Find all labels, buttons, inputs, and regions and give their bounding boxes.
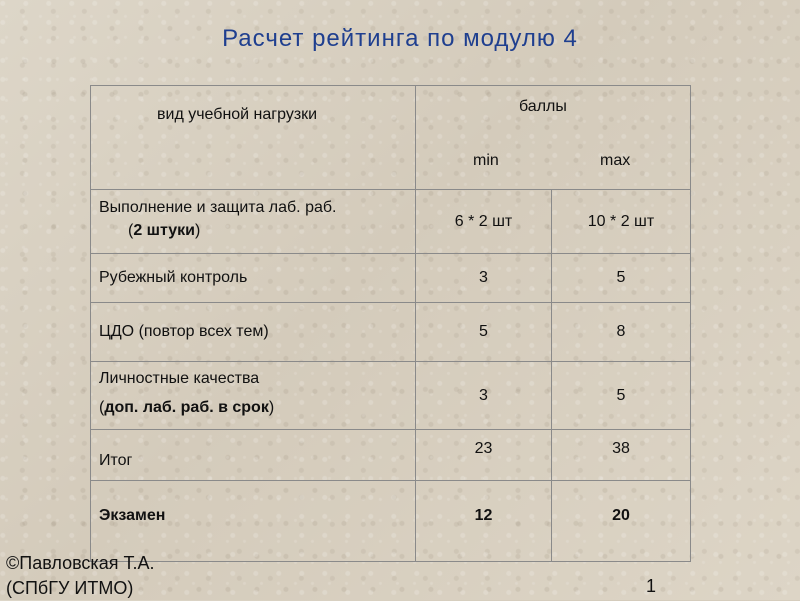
activity-type-header bbox=[91, 86, 416, 190]
personal-qualities-title: Личностные качества bbox=[99, 369, 260, 387]
cdo-min: 5 bbox=[416, 303, 552, 362]
author-credit bbox=[6, 551, 154, 601]
table-row-lab-work bbox=[91, 190, 691, 254]
exam-label: Экзамен bbox=[91, 481, 416, 562]
personal-qualities-max: 5 bbox=[552, 362, 691, 430]
boundary-control-max: 5 bbox=[552, 254, 691, 303]
lab-work-label bbox=[91, 190, 416, 254]
lab-work-count-bold: 2 штуки bbox=[133, 221, 195, 239]
boundary-control-label: Рубежный контроль bbox=[91, 254, 416, 303]
table-row-personal-qualities bbox=[91, 362, 691, 430]
personal-qualities-min: 3 bbox=[416, 362, 552, 430]
total-max: 38 bbox=[612, 440, 630, 457]
lab-work-count bbox=[99, 221, 415, 240]
lab-work-max: 10 * 2 шт bbox=[552, 190, 691, 254]
activity-type-header-text: вид учебной нагрузки bbox=[157, 106, 318, 123]
table-row-boundary-control bbox=[91, 254, 691, 303]
personal-qualities-note-suffix: ) bbox=[268, 398, 275, 416]
exam-max: 20 bbox=[552, 481, 691, 562]
lab-work-min: 6 * 2 шт bbox=[416, 190, 552, 254]
table-row-total bbox=[91, 430, 691, 481]
lab-work-title: Выполнение и защита лаб. раб. bbox=[99, 198, 337, 216]
total-max-cell bbox=[552, 430, 691, 481]
max-header: max bbox=[600, 152, 631, 169]
total-min: 23 bbox=[474, 440, 493, 457]
personal-qualities-label bbox=[91, 362, 416, 430]
boundary-control-min: 3 bbox=[416, 254, 552, 303]
personal-qualities-note bbox=[99, 398, 415, 417]
rating-table bbox=[90, 85, 691, 562]
cdo-max: 8 bbox=[552, 303, 691, 362]
personal-qualities-note-prefix: ( bbox=[99, 398, 105, 416]
min-header: min bbox=[473, 152, 499, 169]
table-row-cdo bbox=[91, 303, 691, 362]
cdo-label: ЦДО (повтор всех тем) bbox=[91, 303, 416, 362]
table-row-exam bbox=[91, 481, 691, 562]
slide-title: Расчет рейтинга по модулю 4 bbox=[222, 25, 578, 52]
page-number: 1 bbox=[645, 576, 656, 596]
author-affiliation: (СПбГУ ИТМО) bbox=[6, 578, 134, 598]
total-label-cell bbox=[91, 430, 416, 481]
table-header-row bbox=[91, 86, 691, 190]
points-header-text: баллы bbox=[519, 98, 567, 115]
total-min-cell bbox=[416, 430, 552, 481]
author-name: ©Павловская Т.А. bbox=[6, 553, 155, 573]
lab-work-count-prefix: ( bbox=[128, 221, 134, 239]
total-label: Итог bbox=[99, 452, 133, 469]
personal-qualities-note-bold: доп. лаб. раб. в срок bbox=[104, 398, 269, 416]
lab-work-count-suffix: ) bbox=[194, 221, 201, 239]
points-header bbox=[416, 86, 691, 190]
exam-min: 12 bbox=[416, 481, 552, 562]
